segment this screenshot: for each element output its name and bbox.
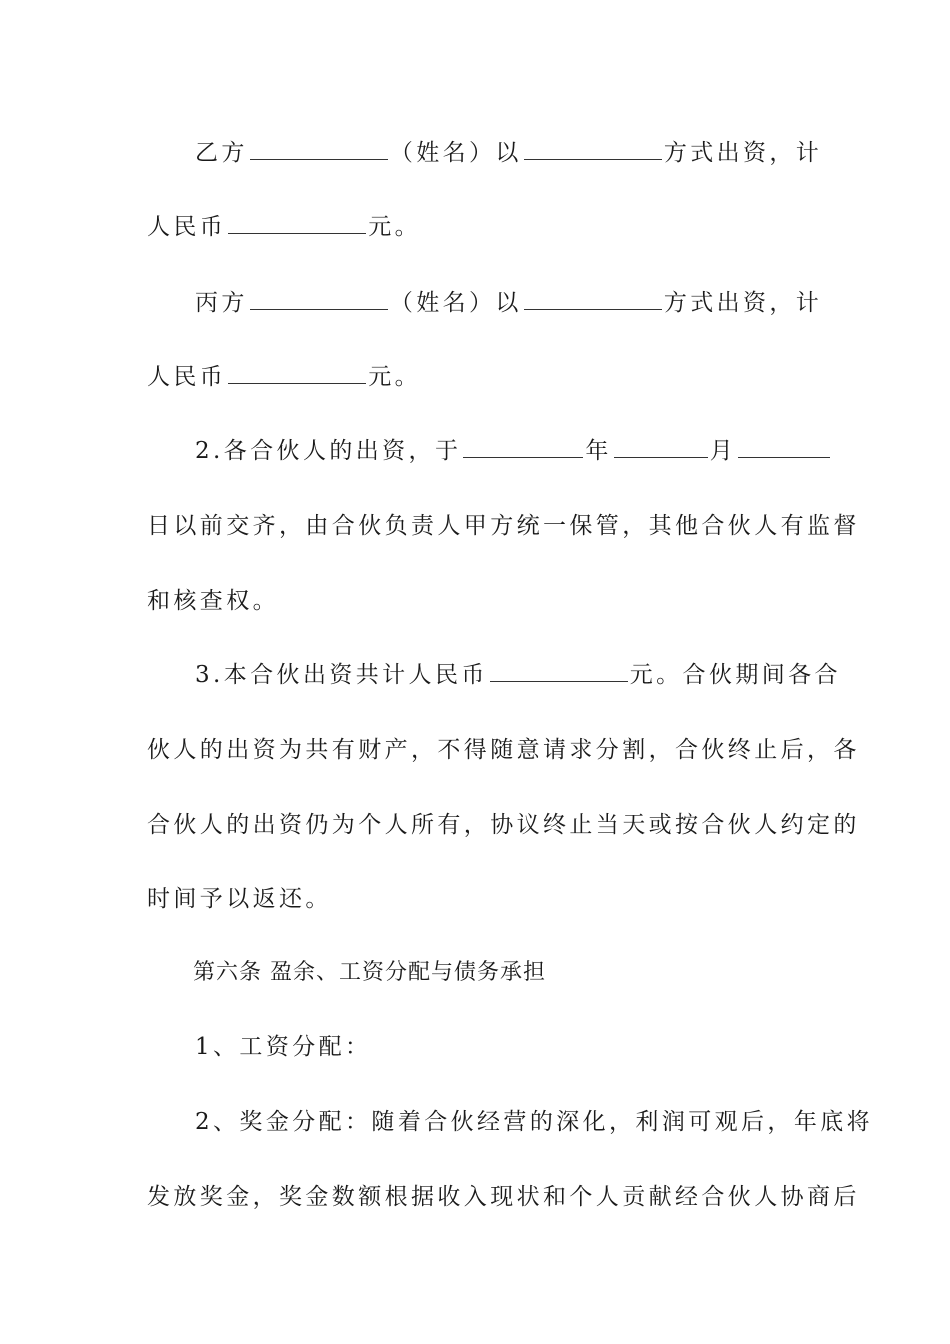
- clause-2-text: 2.各合伙人的出资，于: [195, 438, 462, 464]
- clause-3-line2: 伙人的出资为共有财产，不得随意请求分割，合伙终止后，各: [147, 737, 860, 763]
- clause-3-text-cont: 元。合伙期间各合: [629, 662, 841, 688]
- month-blank[interactable]: [614, 431, 708, 458]
- clause-3-text: 3.本合伙出资共计人民币: [195, 662, 488, 688]
- name-blank[interactable]: [250, 283, 388, 310]
- paragraph-party-c-line2: [147, 357, 807, 397]
- clause-2-line2: 日以前交齐，由合伙负责人甲方统一保管，其他合伙人有监督: [147, 513, 860, 539]
- clause-3-line1: [195, 655, 841, 695]
- clause-2-line3: 和核查权。: [147, 588, 279, 614]
- day-blank[interactable]: [738, 431, 830, 458]
- year-label: 年: [585, 438, 612, 464]
- party-c-label: 丙方: [195, 290, 248, 316]
- paragraph-party-b-line1: [195, 133, 823, 173]
- name-label: （姓名）以: [389, 290, 522, 316]
- article-6-title: 第六条 盈余、工资分配与债务承担: [193, 960, 546, 985]
- party-b-label: 乙方: [195, 140, 248, 166]
- paragraph-party-c-line1: [195, 283, 823, 323]
- rmb-label: 人民币: [147, 364, 227, 390]
- contribution-text: 方式出资，计: [663, 290, 823, 316]
- total-amount-blank[interactable]: [490, 655, 628, 682]
- paragraph-party-b-line2: [147, 207, 807, 247]
- method-blank[interactable]: [524, 283, 662, 310]
- name-blank[interactable]: [250, 133, 388, 160]
- amount-blank[interactable]: [228, 357, 366, 384]
- method-blank[interactable]: [524, 133, 662, 160]
- contribution-text: 方式出资，计: [663, 140, 823, 166]
- clause-3-line3: 合伙人的出资仍为个人所有，协议终止当天或按合伙人约定的: [147, 812, 860, 838]
- clause-3-line4: 时间予以返还。: [147, 886, 332, 912]
- yuan-label: 元。: [368, 214, 422, 240]
- item-2-bonus-line1: 2、奖金分配：随着合伙经营的深化，利润可观后，年底将: [195, 1109, 874, 1135]
- name-label: （姓名）以: [389, 140, 522, 166]
- yuan-label: 元。: [368, 364, 422, 390]
- clause-2-line1: [195, 431, 807, 471]
- month-label: 月: [709, 438, 737, 464]
- year-blank[interactable]: [463, 431, 583, 458]
- item-2-bonus-line2: 发放奖金，奖金数额根据收入现状和个人贡献经合伙人协商后: [147, 1184, 860, 1210]
- rmb-label: 人民币: [147, 214, 227, 240]
- amount-blank[interactable]: [228, 207, 366, 234]
- item-1-wage-distribution: 1、工资分配：: [195, 1034, 372, 1060]
